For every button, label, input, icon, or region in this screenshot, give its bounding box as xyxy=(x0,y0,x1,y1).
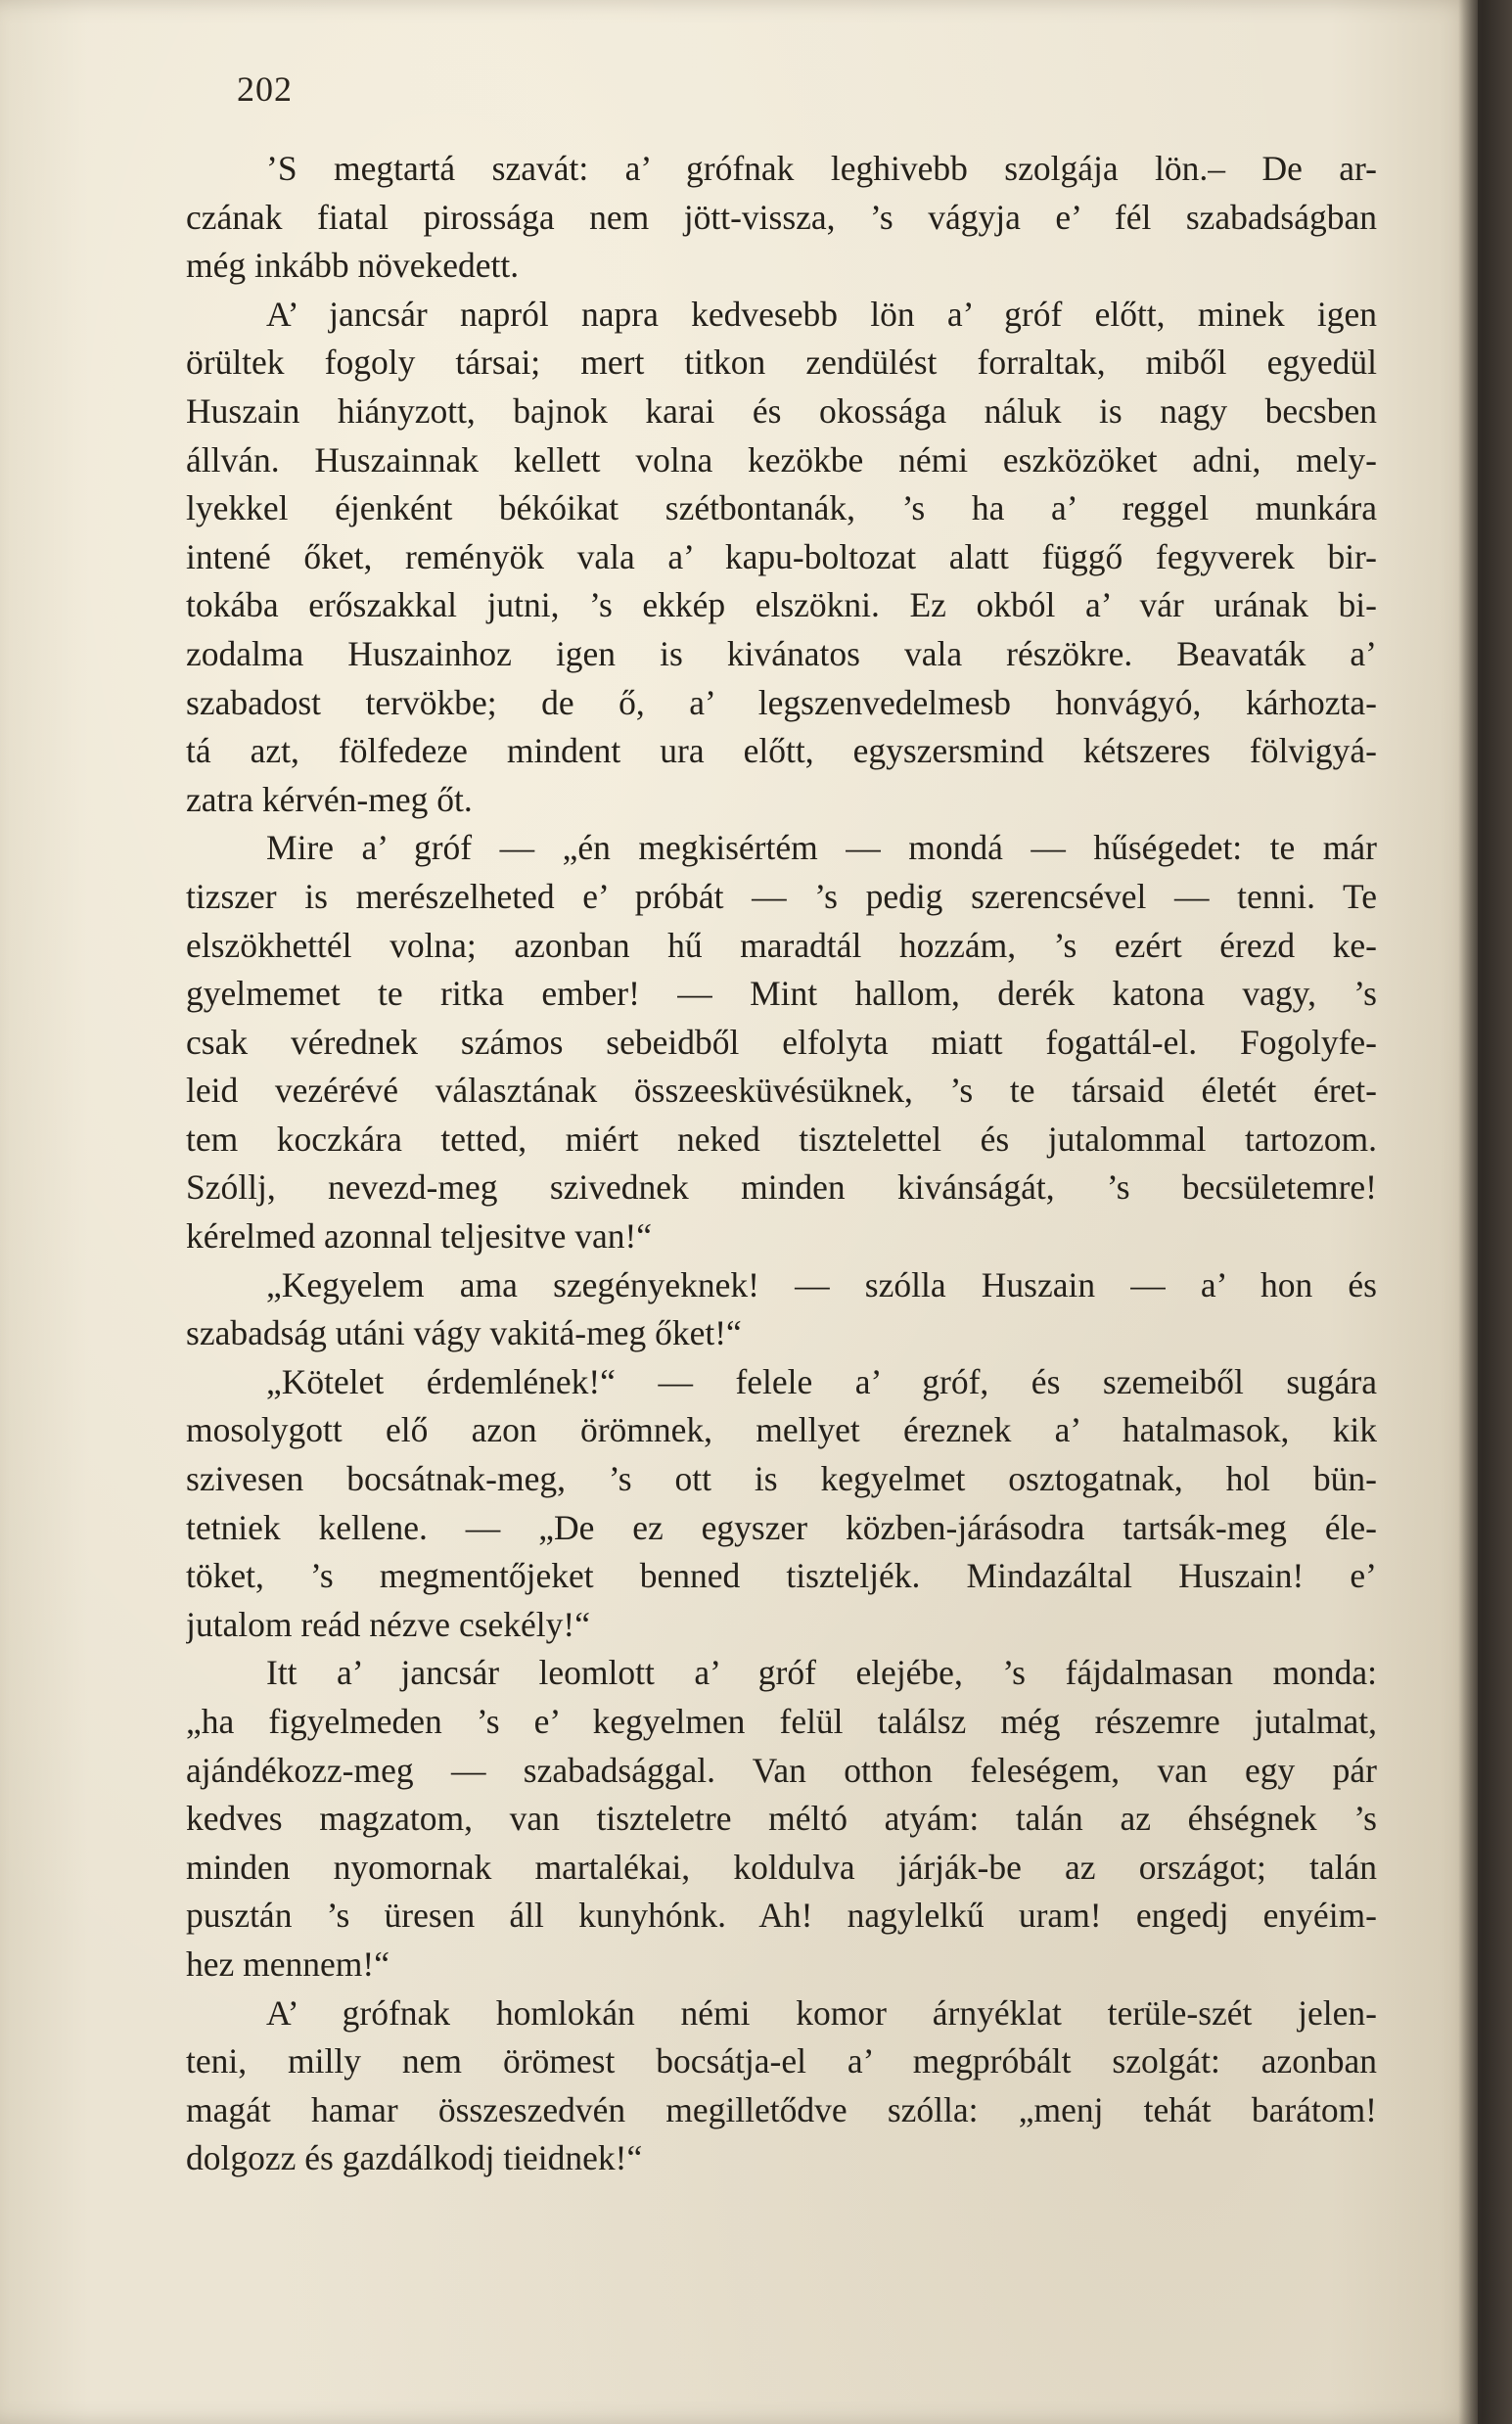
text-line: töket, ’s megmentőjeket benned tiszteljék. Mindazáltal Huszain! e’ xyxy=(186,1556,1377,1596)
text-line: A’ grófnak homlokán némi komor árnyéklat terüle-szét jelen- xyxy=(266,1992,1377,2033)
text-line: tokába erőszakkal jutni, ’s ekkép elszökni. Ez okból a’ vár urának bi- xyxy=(186,585,1377,625)
text-line: kedves magzatom, van tiszteletre méltó atyám: talán az éhségnek ’s xyxy=(186,1799,1377,1839)
text-line: jutalom reád nézve csekély!“ xyxy=(186,1604,590,1644)
text-line: magát hamar összeszedvén megilletődve szólla: „menj tehát barátom! xyxy=(186,2089,1377,2129)
text-line: czának fiatal pirossága nem jött-vissza, ’s vágyja e’ fél szabadságban xyxy=(186,197,1377,237)
text-line: A’ jancsár napról napra kedvesebb lön a’ gróf előtt, minek igen xyxy=(266,294,1377,334)
text-line: leid vezérévé választának összeesküvésüknek, ’s te társaid életét éret- xyxy=(186,1071,1377,1111)
text-line: hez mennem!“ xyxy=(186,1944,389,1984)
text-line: elszökhettél volna; azonban hű maradtál hozzám, ’s ezért érezd ke- xyxy=(186,925,1377,965)
text-line: szabadság utáni vágy vakitá-meg őket!“ xyxy=(186,1313,742,1353)
text-line: szabadost tervökbe; de ő, a’ legszenvedelmesb honvágyó, kárhozta- xyxy=(186,682,1377,722)
text-line: „ha figyelmeden ’s e’ kegyelmen felül találsz még részemre jutalmat, xyxy=(186,1702,1377,1741)
text-line: állván. Huszainnak kellett volna kezökbe némi eszközöket adni, mely- xyxy=(186,439,1377,480)
text-line: gyelmemet te ritka ember! — Mint hallom, derék katona vagy, ’s xyxy=(186,974,1377,1014)
text-line: Itt a’ jancsár leomlott a’ gróf elejébe, ’s fájdalmasan monda: xyxy=(266,1653,1377,1693)
text-line: még inkább növekedett. xyxy=(186,246,520,286)
text-line: pusztán ’s üresen áll kunyhónk. Ah! nagylelkű uram! engedj enyéim- xyxy=(186,1896,1377,1936)
text-line: teni, milly nem örömest bocsátja-el a’ megpróbált szolgát: azonban xyxy=(186,2041,1377,2081)
text-line: Mire a’ gróf — „én megkisértém — mondá — hűségedet: te már xyxy=(266,828,1377,868)
text-line: minden nyomornak martalékai, koldulva járják-be az országot; talán xyxy=(186,1847,1377,1887)
text-line: dolgozz és gazdálkodj tieidnek!“ xyxy=(186,2138,643,2178)
page-number: 202 xyxy=(237,69,293,109)
text-line: zodalma Huszainhoz igen is kivánatos vala részökre. Beavaták a’ xyxy=(186,633,1377,673)
text-line: ’S megtartá szavát: a’ grófnak leghivebb szolgája lön.– De ar- xyxy=(266,149,1377,188)
text-line: tem koczkára tetted, miért neked tisztelettel és jutalommal tartozom. xyxy=(186,1119,1377,1159)
text-line: mosolygott elő azon örömnek, mellyet éreznek a’ hatalmasok, kik xyxy=(186,1410,1377,1450)
text-line: örültek fogoly társai; mert titkon zendülést forraltak, miből egyedül xyxy=(186,343,1377,383)
text-line: lyekkel éjenként békóikat szétbontanák, ’s ha a’ reggel munkára xyxy=(186,488,1377,528)
text-line: Huszain hiányzott, bajnok karai és okossága náluk is nagy becsben xyxy=(186,390,1377,431)
text-line: tá azt, fölfedeze mindent ura előtt, egyszersmind kétszeres fölvigyá- xyxy=(186,731,1377,771)
text-line: csak vérednek számos sebeidből elfolyta miatt fogattál-el. Fogolyfe- xyxy=(186,1022,1377,1062)
text-line: szivesen bocsátnak-meg, ’s ott is kegyelmet osztogatnak, hol bün- xyxy=(186,1459,1377,1499)
text-line: ajándékozz-meg — szabadsággal. Van otthon feleségem, van egy pár xyxy=(186,1750,1377,1790)
text-line: „Kegyelem ama szegényeknek! — szólla Huszain — a’ hon és xyxy=(266,1264,1377,1304)
text-line: zatra kérvén-meg őt. xyxy=(186,779,473,819)
text-line: „Kötelet érdemlének!“ — felele a’ gróf, és szemeiből sugára xyxy=(266,1361,1377,1401)
text-line: tizszer is merészelheted e’ próbát — ’s pedig szerencsével — tenni. Te xyxy=(186,876,1377,916)
text-line: tetniek kellene. — „De ez egyszer közben-járásodra tartsák-meg éle- xyxy=(186,1507,1377,1547)
text-line: kérelmed azonnal teljesitve van!“ xyxy=(186,1216,653,1257)
binding-edge-shadow xyxy=(1458,0,1512,2424)
body-text xyxy=(186,145,1377,2183)
text-line: Szóllj, nevezd-meg szivednek minden kivánságát, ’s becsületemre! xyxy=(186,1167,1377,1208)
text-line: intené őket, reményök vala a’ kapu-boltozat alatt függő fegyverek bir- xyxy=(186,536,1377,576)
